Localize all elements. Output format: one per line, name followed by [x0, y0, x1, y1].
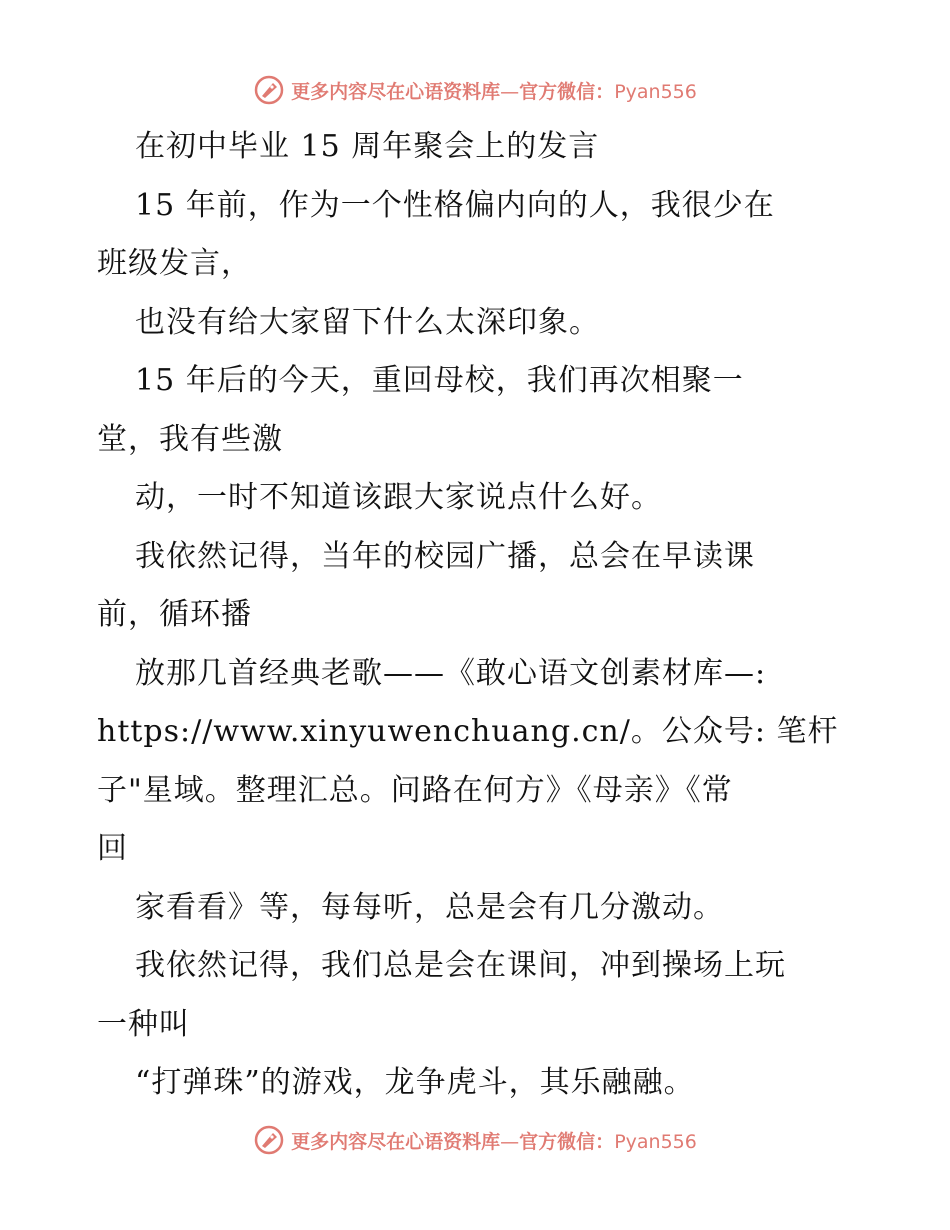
paragraph-line: 也没有给大家留下什么太深印象。 — [135, 304, 600, 340]
paragraph-line: 回 — [97, 831, 128, 866]
header-banner — [0, 70, 950, 110]
pen-nib-logo-icon — [253, 1124, 285, 1156]
paragraph-line: 子"星域。整理汇总。问路在何方》《母亲》《常 — [97, 772, 733, 808]
document-title: 在初中毕业 15 周年聚会上的发言 — [135, 129, 600, 164]
banner-brand: 更多内容尽在心语资料库 — [291, 1130, 501, 1153]
banner-wechat-id: Pyan556 — [614, 1130, 697, 1153]
paragraph-line: 堂，我有些激 — [97, 421, 283, 457]
banner-separator: — — [500, 1130, 520, 1153]
banner-separator: — — [500, 80, 520, 103]
paragraph-line: 前，循环播 — [97, 597, 252, 632]
document-body — [97, 118, 887, 1113]
banner-text — [291, 77, 697, 104]
banner-wechat-id: Pyan556 — [614, 80, 697, 103]
banner-text — [291, 1127, 697, 1154]
banner-brand: 更多内容尽在心语资料库 — [291, 80, 501, 103]
paragraph-line-url: https://www.xinyuwenchuang.cn/。公众号: 笔杆 — [97, 714, 839, 749]
footer-banner — [0, 1120, 950, 1160]
paragraph-line: 15 年后的今天，重回母校，我们再次相聚一 — [135, 363, 744, 398]
paragraph-line: 班级发言， — [97, 246, 252, 281]
pen-nib-logo-icon — [253, 74, 285, 106]
banner-wechat-label: 官方微信： — [519, 80, 615, 103]
paragraph-line: 一种叫 — [97, 1006, 190, 1042]
banner-wechat-label: 官方微信： — [519, 1130, 615, 1153]
paragraph-line: 我依然记得，当年的校园广播，总会在早读课 — [135, 538, 755, 574]
paragraph-line: 放那几首经典老歌——《敢心语文创素材库—: — [135, 655, 767, 691]
paragraph-line: “打弹珠”的游戏，龙争虎斗，其乐融融。 — [135, 1065, 695, 1100]
paragraph-line: 动，一时不知道该跟大家说点什么好。 — [135, 480, 662, 515]
paragraph-line: 我依然记得，我们总是会在课间，冲到操场上玩 — [135, 948, 786, 983]
paragraph-line: 家看看》等，每每听，总是会有几分激动。 — [135, 889, 724, 925]
paragraph-line: 15 年前，作为一个性格偏内向的人，我很少在 — [135, 187, 775, 223]
